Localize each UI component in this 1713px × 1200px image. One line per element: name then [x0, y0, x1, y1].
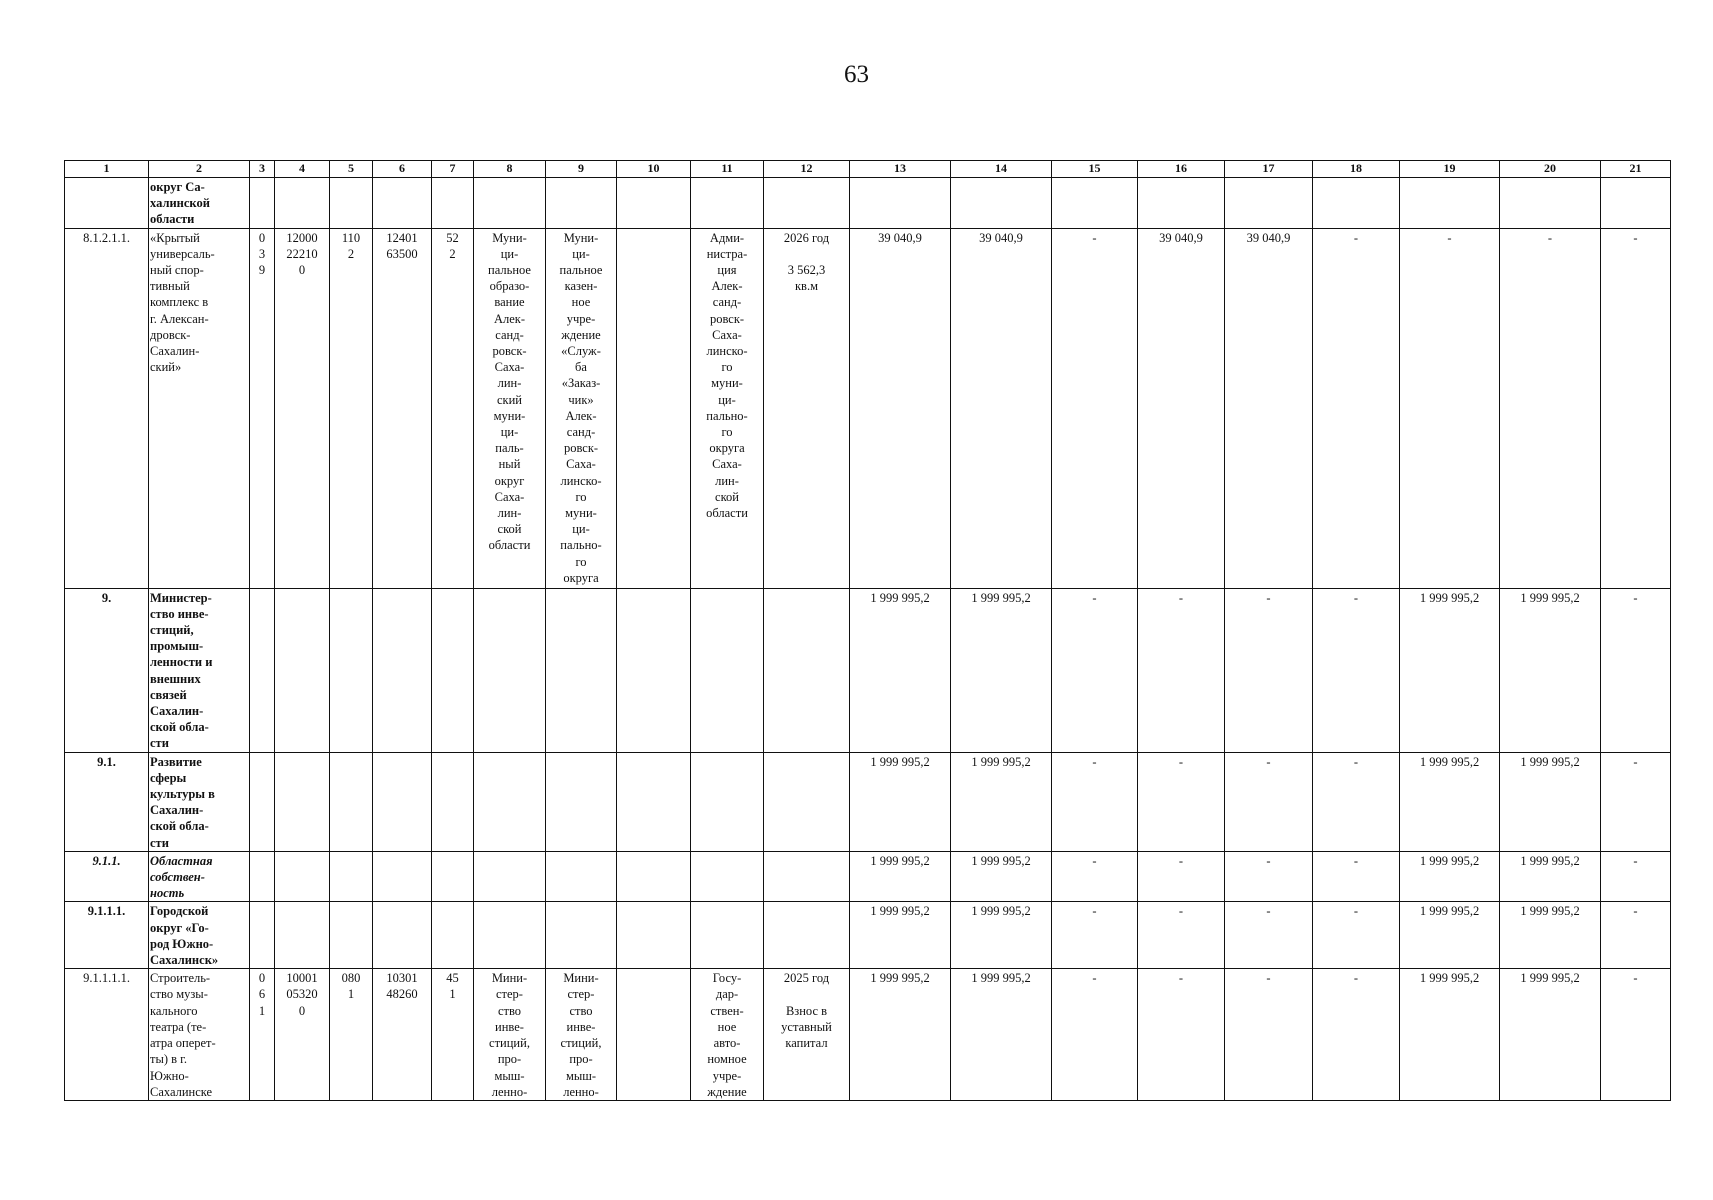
- column-header: 2: [149, 161, 250, 178]
- column-header: 16: [1138, 161, 1225, 178]
- target-article-cell: [275, 851, 330, 902]
- amount-cell: [1225, 178, 1313, 229]
- ministry-code-cell: [250, 178, 275, 229]
- amount-cell: -: [1601, 851, 1671, 902]
- table-row: [65, 752, 1671, 851]
- amount-cell: -: [1400, 228, 1500, 588]
- table-row: [65, 969, 1671, 1101]
- owner-cell: [474, 588, 546, 752]
- column-header: 4: [275, 161, 330, 178]
- expense-type-cell: [432, 851, 474, 902]
- developer-cell: [617, 851, 691, 902]
- amount-cell: 39 040,9: [850, 228, 951, 588]
- expense-type-cell: 52 2: [432, 228, 474, 588]
- customer-cell: Муни- ци- пальное казен- ное учре- ждение «Служ- ба «Заказ- чик» Алек- санд- ровск- Саха- линско- го муни- ци- пально- го округа: [546, 228, 617, 588]
- ministry-code-cell: [250, 752, 275, 851]
- developer-cell: [617, 969, 691, 1101]
- object-name-cell: «Крытый универсаль- ный спор- тивный комплекс в г. Алексан- дровск- Сахалин- ский»: [149, 228, 250, 588]
- owner-cell: Муни- ци- пальное образо- вание Алек- санд- ровск- Саха- лин- ский муни- ци- паль- ный округ Саха- лин- ской области: [474, 228, 546, 588]
- customer-cell: [546, 902, 617, 969]
- object-code-cell: [373, 752, 432, 851]
- object-name-cell: Областная собствен- ность: [149, 851, 250, 902]
- column-header: 6: [373, 161, 432, 178]
- recipient-cell: Адми- нистра- ция Алек- санд- ровск- Саха- линско- го муни- ци- пально- го округа Саха- лин- ской области: [691, 228, 764, 588]
- recipient-cell: [691, 851, 764, 902]
- budget-table: [64, 160, 1671, 1101]
- amount-cell: -: [1052, 752, 1138, 851]
- table-row: [65, 588, 1671, 752]
- column-header: 5: [330, 161, 373, 178]
- column-header: 20: [1500, 161, 1601, 178]
- row-number-cell: 9.: [65, 588, 149, 752]
- amount-cell: -: [1313, 902, 1400, 969]
- section-code-cell: [330, 851, 373, 902]
- recipient-cell: [691, 178, 764, 229]
- row-number-cell: 9.1.1.1.: [65, 902, 149, 969]
- term-capacity-cell: 2026 год 3 562,3 кв.м: [764, 228, 850, 588]
- term-capacity-cell: [764, 851, 850, 902]
- amount-cell: 39 040,9: [1225, 228, 1313, 588]
- table-header: [65, 161, 1671, 178]
- amount-cell: [1052, 178, 1138, 229]
- amount-cell: 1 999 995,2: [850, 752, 951, 851]
- section-code-cell: [330, 588, 373, 752]
- column-header: 13: [850, 161, 951, 178]
- expense-type-cell: 45 1: [432, 969, 474, 1101]
- amount-cell: [1138, 178, 1225, 229]
- column-header: 11: [691, 161, 764, 178]
- developer-cell: [617, 588, 691, 752]
- amount-cell: 1 999 995,2: [1400, 588, 1500, 752]
- amount-cell: -: [1052, 902, 1138, 969]
- amount-cell: [1500, 178, 1601, 229]
- table-row: [65, 851, 1671, 902]
- amount-cell: 1 999 995,2: [1400, 851, 1500, 902]
- amount-cell: 1 999 995,2: [1500, 851, 1601, 902]
- object-code-cell: [373, 178, 432, 229]
- table-row: [65, 178, 1671, 229]
- amount-cell: -: [1313, 969, 1400, 1101]
- customer-cell: Мини- стер- ство инве- стиций, про- мыш- ленно-: [546, 969, 617, 1101]
- amount-cell: 1 999 995,2: [951, 752, 1052, 851]
- amount-cell: -: [1313, 851, 1400, 902]
- column-header: 15: [1052, 161, 1138, 178]
- customer-cell: [546, 588, 617, 752]
- developer-cell: [617, 178, 691, 229]
- amount-cell: -: [1052, 851, 1138, 902]
- column-header: 19: [1400, 161, 1500, 178]
- column-header: 8: [474, 161, 546, 178]
- amount-cell: 1 999 995,2: [1500, 902, 1601, 969]
- section-code-cell: [330, 902, 373, 969]
- column-header: 18: [1313, 161, 1400, 178]
- amount-cell: -: [1052, 588, 1138, 752]
- amount-cell: -: [1313, 752, 1400, 851]
- amount-cell: -: [1225, 902, 1313, 969]
- amount-cell: [850, 178, 951, 229]
- target-article-cell: [275, 752, 330, 851]
- ministry-code-cell: 0 6 1: [250, 969, 275, 1101]
- amount-cell: 1 999 995,2: [951, 588, 1052, 752]
- term-capacity-cell: [764, 752, 850, 851]
- target-article-cell: 12000 22210 0: [275, 228, 330, 588]
- column-header: 9: [546, 161, 617, 178]
- amount-cell: -: [1500, 228, 1601, 588]
- column-header: 14: [951, 161, 1052, 178]
- column-header: 3: [250, 161, 275, 178]
- amount-cell: -: [1601, 588, 1671, 752]
- row-number-cell: [65, 178, 149, 229]
- column-header: 7: [432, 161, 474, 178]
- amount-cell: [1313, 178, 1400, 229]
- ministry-code-cell: [250, 851, 275, 902]
- column-header: 10: [617, 161, 691, 178]
- object-name-cell: Строитель- ство музы- кального театра (те- атра оперет- ты) в г. Южно- Сахалинске: [149, 969, 250, 1101]
- object-name-cell: округ Са- халинской области: [149, 178, 250, 229]
- amount-cell: -: [1601, 902, 1671, 969]
- amount-cell: -: [1225, 588, 1313, 752]
- owner-cell: [474, 752, 546, 851]
- amount-cell: -: [1225, 752, 1313, 851]
- recipient-cell: Госу- дар- ствен- ное авто- номное учре- ждение: [691, 969, 764, 1101]
- term-capacity-cell: [764, 178, 850, 229]
- developer-cell: [617, 902, 691, 969]
- row-number-cell: 9.1.: [65, 752, 149, 851]
- expense-type-cell: [432, 588, 474, 752]
- amount-cell: 1 999 995,2: [1400, 969, 1500, 1101]
- amount-cell: 1 999 995,2: [951, 851, 1052, 902]
- recipient-cell: [691, 902, 764, 969]
- amount-cell: 1 999 995,2: [1400, 752, 1500, 851]
- table-row: [65, 228, 1671, 588]
- amount-cell: [1400, 178, 1500, 229]
- owner-cell: [474, 902, 546, 969]
- amount-cell: 39 040,9: [951, 228, 1052, 588]
- term-capacity-cell: [764, 902, 850, 969]
- amount-cell: 1 999 995,2: [850, 969, 951, 1101]
- amount-cell: -: [1601, 969, 1671, 1101]
- owner-cell: [474, 851, 546, 902]
- recipient-cell: [691, 752, 764, 851]
- row-number-cell: 8.1.2.1.1.: [65, 228, 149, 588]
- amount-cell: -: [1138, 969, 1225, 1101]
- recipient-cell: [691, 588, 764, 752]
- target-article-cell: [275, 178, 330, 229]
- amount-cell: 1 999 995,2: [850, 851, 951, 902]
- row-number-cell: 9.1.1.1.1.: [65, 969, 149, 1101]
- amount-cell: -: [1601, 228, 1671, 588]
- owner-cell: [474, 178, 546, 229]
- row-number-cell: 9.1.1.: [65, 851, 149, 902]
- amount-cell: -: [1313, 228, 1400, 588]
- object-code-cell: 10301 48260: [373, 969, 432, 1101]
- column-header: 17: [1225, 161, 1313, 178]
- section-code-cell: 080 1: [330, 969, 373, 1101]
- customer-cell: [546, 851, 617, 902]
- amount-cell: 1 999 995,2: [951, 969, 1052, 1101]
- amount-cell: 1 999 995,2: [850, 902, 951, 969]
- developer-cell: [617, 752, 691, 851]
- expense-type-cell: [432, 178, 474, 229]
- amount-cell: 1 999 995,2: [1500, 969, 1601, 1101]
- amount-cell: -: [1052, 228, 1138, 588]
- amount-cell: -: [1052, 969, 1138, 1101]
- expense-type-cell: [432, 752, 474, 851]
- amount-cell: -: [1601, 752, 1671, 851]
- section-code-cell: [330, 752, 373, 851]
- object-code-cell: [373, 588, 432, 752]
- amount-cell: -: [1225, 851, 1313, 902]
- section-code-cell: 110 2: [330, 228, 373, 588]
- object-code-cell: [373, 902, 432, 969]
- amount-cell: 39 040,9: [1138, 228, 1225, 588]
- amount-cell: -: [1138, 851, 1225, 902]
- amount-cell: 1 999 995,2: [951, 902, 1052, 969]
- amount-cell: -: [1138, 588, 1225, 752]
- amount-cell: -: [1313, 588, 1400, 752]
- ministry-code-cell: [250, 588, 275, 752]
- amount-cell: -: [1138, 902, 1225, 969]
- table-body: [65, 178, 1671, 1101]
- object-code-cell: [373, 851, 432, 902]
- customer-cell: [546, 752, 617, 851]
- column-number-row: [65, 161, 1671, 178]
- column-header: 12: [764, 161, 850, 178]
- expense-type-cell: [432, 902, 474, 969]
- developer-cell: [617, 228, 691, 588]
- amount-cell: -: [1225, 969, 1313, 1101]
- object-code-cell: 12401 63500: [373, 228, 432, 588]
- target-article-cell: [275, 902, 330, 969]
- amount-cell: 1 999 995,2: [850, 588, 951, 752]
- column-header: 21: [1601, 161, 1671, 178]
- object-name-cell: Развитие сферы культуры в Сахалин- ской обла- сти: [149, 752, 250, 851]
- customer-cell: [546, 178, 617, 229]
- amount-cell: [951, 178, 1052, 229]
- page-number: 63: [844, 61, 869, 88]
- amount-cell: [1601, 178, 1671, 229]
- section-code-cell: [330, 178, 373, 229]
- ministry-code-cell: [250, 902, 275, 969]
- term-capacity-cell: [764, 588, 850, 752]
- column-header: 1: [65, 161, 149, 178]
- object-name-cell: Министер- ство инве- стиций, промыш- ленности и внешних связей Сахалин- ской обла- сти: [149, 588, 250, 752]
- amount-cell: 1 999 995,2: [1400, 902, 1500, 969]
- object-name-cell: Городской округ «Го- род Южно- Сахалинск»: [149, 902, 250, 969]
- amount-cell: 1 999 995,2: [1500, 588, 1601, 752]
- table-row: [65, 902, 1671, 969]
- amount-cell: -: [1138, 752, 1225, 851]
- ministry-code-cell: 0 3 9: [250, 228, 275, 588]
- amount-cell: 1 999 995,2: [1500, 752, 1601, 851]
- target-article-cell: [275, 588, 330, 752]
- owner-cell: Мини- стер- ство инве- стиций, про- мыш- ленно-: [474, 969, 546, 1101]
- term-capacity-cell: 2025 год Взнос в уставный капитал: [764, 969, 850, 1101]
- target-article-cell: 10001 05320 0: [275, 969, 330, 1101]
